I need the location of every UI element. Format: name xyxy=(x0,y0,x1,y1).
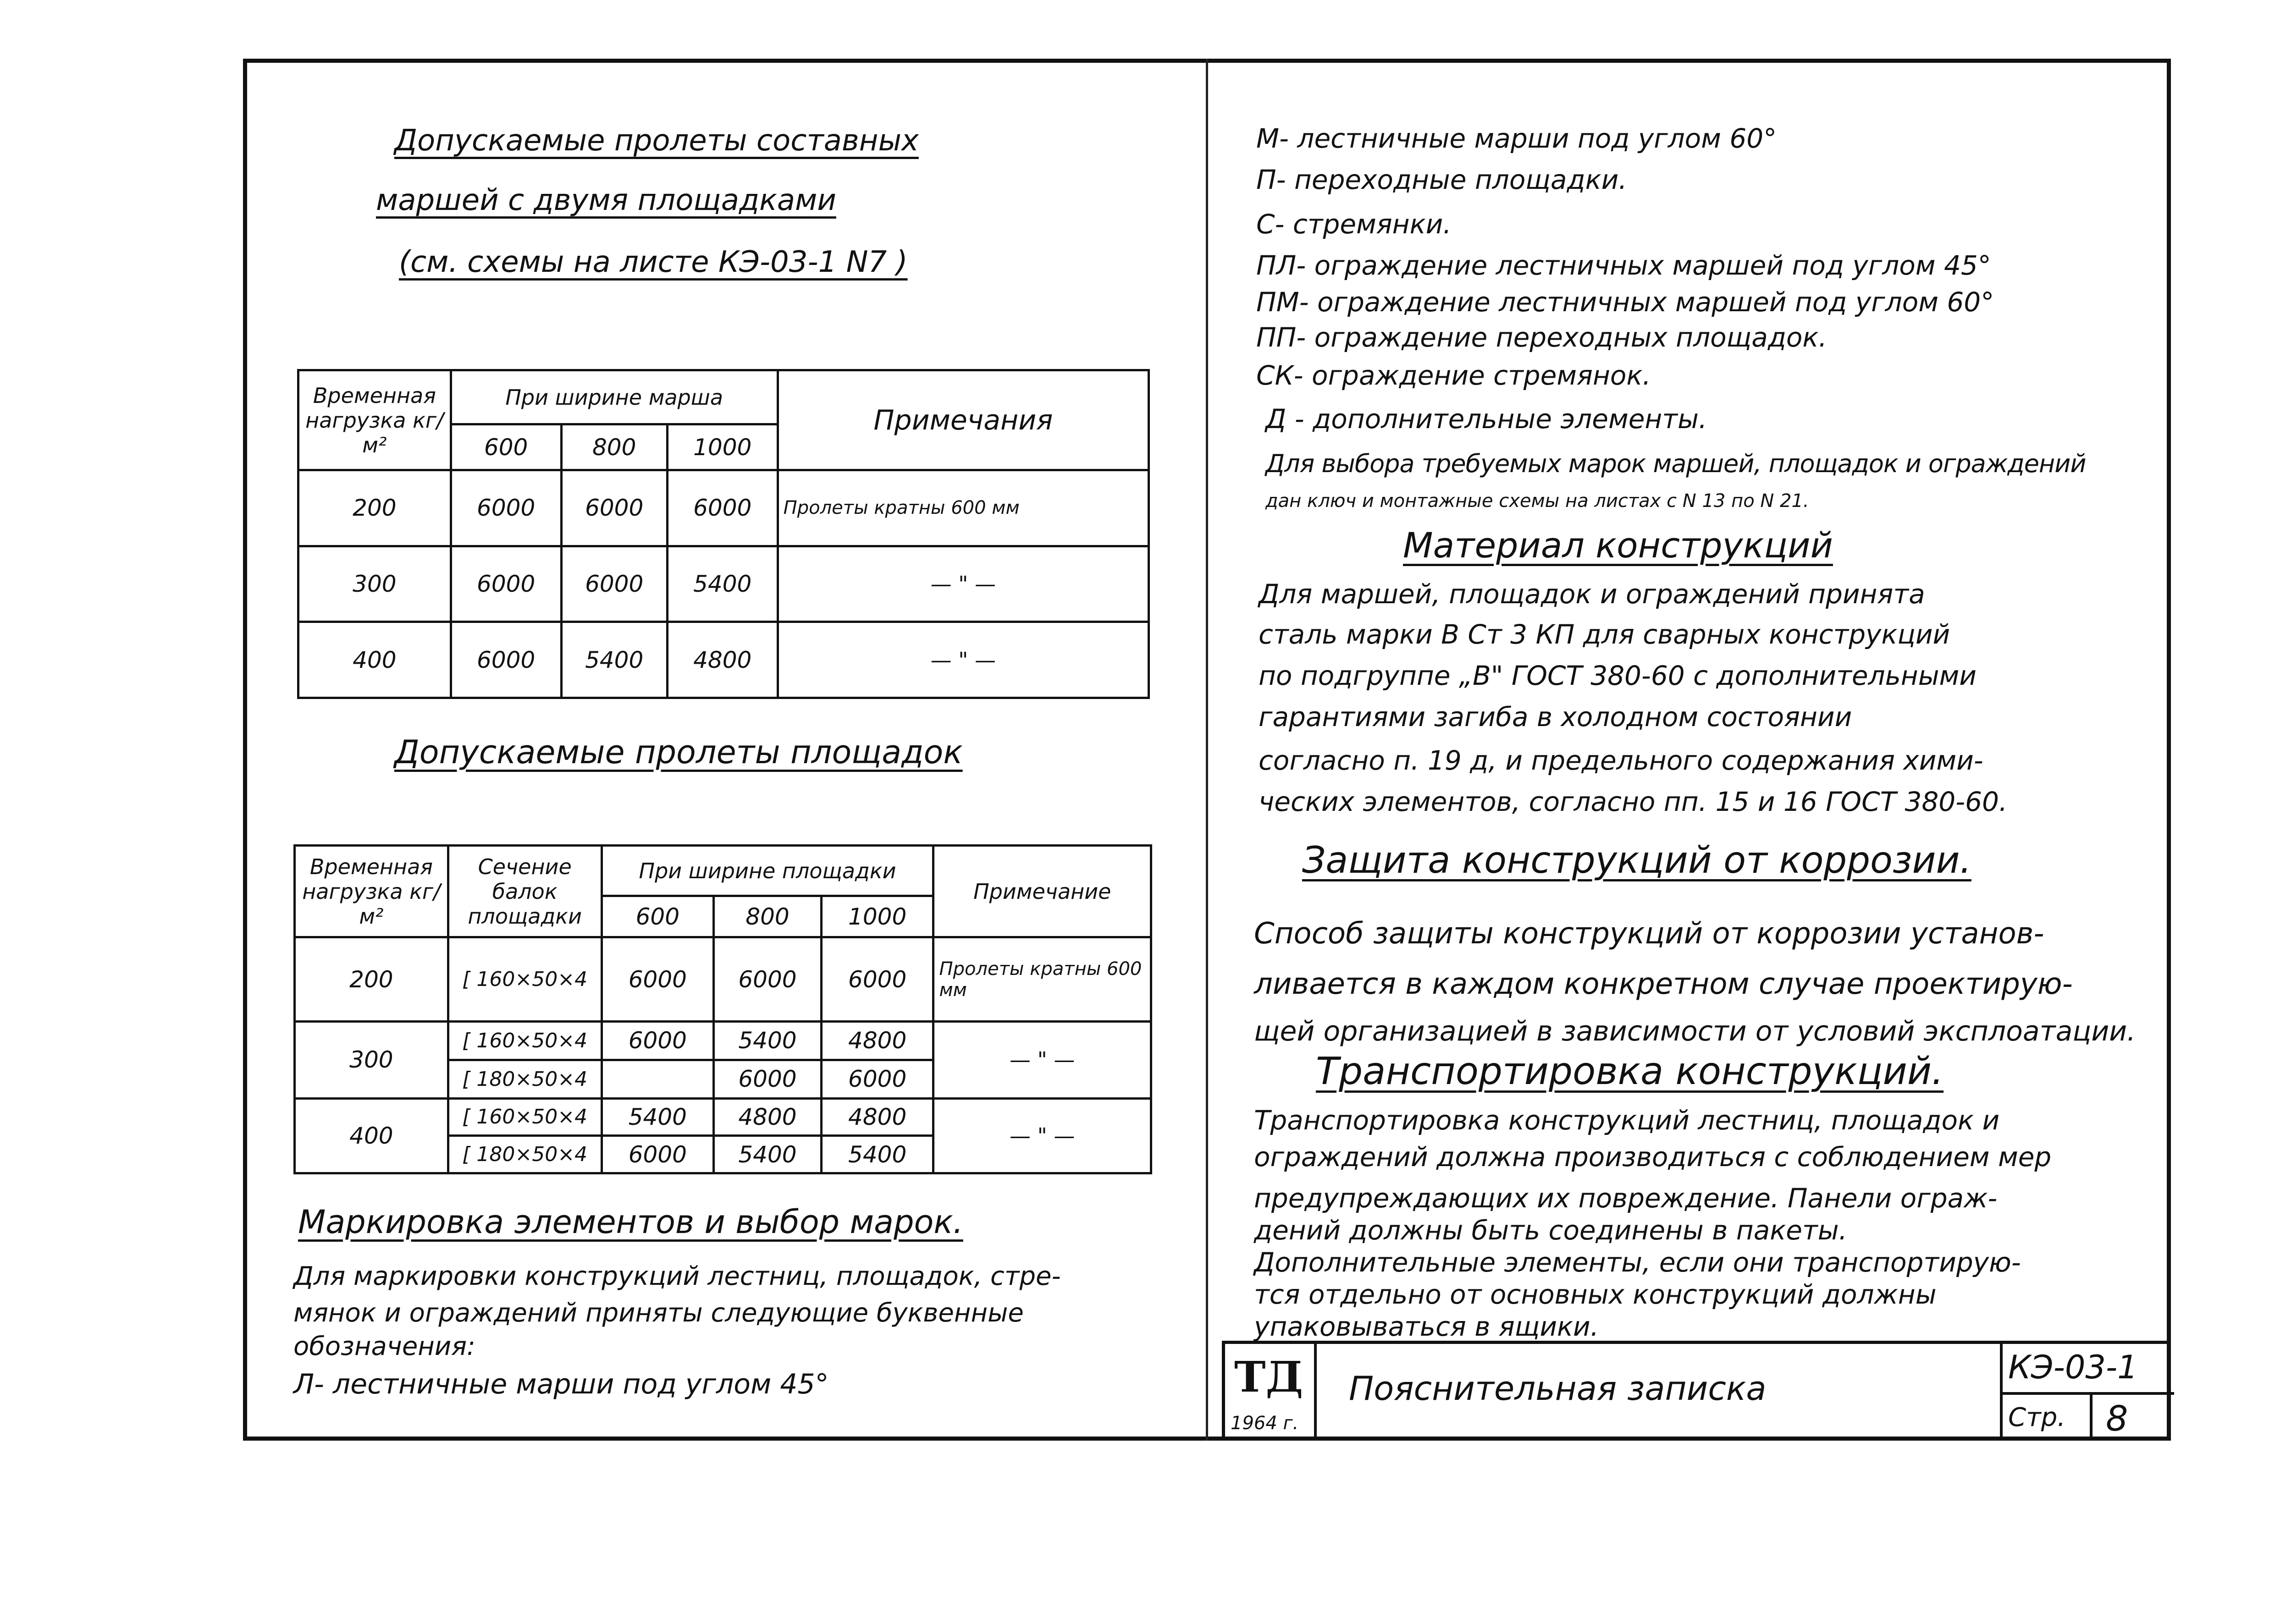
legend-line-1: М- лестничные марши под углом 60° xyxy=(1256,123,1777,154)
t2-r1-note: Пролеты кратны 600 мм xyxy=(933,937,1151,1022)
material-line-1: Для маршей, площадок и ограждений принята xyxy=(1259,578,1925,610)
table1-title-line2: маршей с двумя площадками xyxy=(376,183,836,217)
t1-r2-v1000: 5400 xyxy=(667,546,778,622)
stamp-year: 1964 г. xyxy=(1231,1413,1299,1434)
t1-r2-load: 300 xyxy=(298,546,451,622)
t2-header-load: Временная нагрузка кг/м² xyxy=(295,846,448,937)
table-row xyxy=(298,470,1149,546)
title-block-stamp xyxy=(1222,1341,2171,1441)
t2-r2-section: [ 160×50×4 xyxy=(448,1022,602,1060)
stamp-code: КЭ-03-1 xyxy=(2008,1349,2138,1386)
t1-header-load: Временная нагрузка кг/м² xyxy=(298,370,451,470)
t1-r2-v600: 6000 xyxy=(451,546,561,622)
stamp-row-divider xyxy=(2003,1392,2174,1395)
t2-r2-v1000: 4800 xyxy=(821,1022,933,1060)
transport-title: Транспортировка конструкций. xyxy=(1316,1050,1944,1093)
t2-r4-section: [ 160×50×4 xyxy=(448,1098,602,1136)
t1-r2-note: — " — xyxy=(778,546,1149,622)
t2-r1-v800: 6000 xyxy=(714,937,822,1022)
corrosion-title: Защита конструкций от коррозии. xyxy=(1302,839,1971,881)
stamp-page-label: Стр. xyxy=(2008,1403,2066,1432)
t1-width-600: 600 xyxy=(451,424,561,470)
t2-r4-v1000: 4800 xyxy=(821,1098,933,1136)
stamp-title: Пояснительная записка xyxy=(1349,1369,1767,1408)
t2-header-note: Примечание xyxy=(933,846,1151,937)
t2-r5-v600: 6000 xyxy=(602,1136,714,1173)
marking-title: Маркировка элементов и выбор марок. xyxy=(298,1203,963,1241)
t2-r1-section: [ 160×50×4 xyxy=(448,937,602,1022)
t1-r1-load: 200 xyxy=(298,470,451,546)
stamp-org: ТД xyxy=(1234,1352,1303,1402)
t2-r4-load: 400 xyxy=(295,1098,448,1173)
t2-r3-v1000: 6000 xyxy=(821,1060,933,1098)
table-row xyxy=(295,1022,1151,1060)
t1-r3-note: — " — xyxy=(778,622,1149,698)
marking-line-4: Л- лестничные марши под углом 45° xyxy=(293,1368,829,1400)
t2-r4-note: — " — xyxy=(933,1098,1151,1173)
t1-header-width: При ширине марша xyxy=(451,370,778,424)
corrosion-line-2: ливается в каждом конкретном случае проектирую- xyxy=(1254,967,2073,1001)
stamp-cell-divider xyxy=(2090,1392,2093,1441)
t2-width-800: 800 xyxy=(714,896,822,937)
t2-width-600: 600 xyxy=(602,896,714,937)
t1-r1-v600: 6000 xyxy=(451,470,561,546)
legend-line-8: Д - дополнительные элементы. xyxy=(1265,403,1707,435)
material-line-3: по подгруппе „В" ГОСТ 380-60 с дополнительными xyxy=(1259,660,1977,691)
t1-r3-v1000: 4800 xyxy=(667,622,778,698)
t1-width-1000: 1000 xyxy=(667,424,778,470)
t1-header-note: Примечания xyxy=(778,370,1149,470)
material-title: Материал конструкций xyxy=(1403,525,1833,566)
t2-r2-note: — " — xyxy=(933,1022,1151,1099)
table-row xyxy=(298,546,1149,622)
t2-r2-v800: 5400 xyxy=(714,1022,822,1060)
t2-r1-v600: 6000 xyxy=(602,937,714,1022)
t2-r2-v600: 6000 xyxy=(602,1022,714,1060)
legend-line-10: дан ключ и монтажные схемы на листах с N 13 по N 21. xyxy=(1265,490,1809,512)
t2-header-width: При ширине площадки xyxy=(602,846,933,896)
legend-line-6: ПП- ограждение переходных площадок. xyxy=(1256,322,1827,353)
t2-r1-load: 200 xyxy=(295,937,448,1022)
corrosion-line-3: щей организацией в зависимости от условий эксплоатации. xyxy=(1254,1015,2136,1047)
t2-r2-load: 300 xyxy=(295,1022,448,1099)
marking-line-2: мянок и ограждений приняты следующие буквенные xyxy=(293,1298,1024,1328)
t2-r5-v800: 5400 xyxy=(714,1136,822,1173)
material-line-4: гарантиями загиба в холодном состоянии xyxy=(1259,701,1852,732)
t1-width-800: 800 xyxy=(561,424,667,470)
t2-r1-v1000: 6000 xyxy=(821,937,933,1022)
marking-line-1: Для маркировки конструкций лестниц, площадок, стре- xyxy=(293,1261,1061,1291)
transport-line-2: ограждений должна производиться с соблюдением мер xyxy=(1254,1141,2052,1173)
t2-r3-v600 xyxy=(602,1060,714,1098)
t2-r5-section: [ 180×50×4 xyxy=(448,1136,602,1173)
platform-spans-table xyxy=(293,844,1152,1174)
legend-line-9: Для выбора требуемых марок маршей, площадок и ограждений xyxy=(1265,449,2086,478)
table1-title-line3: (см. схемы на листе КЭ-03-1 N7 ) xyxy=(399,245,908,279)
legend-line-5: ПМ- ограждение лестничных маршей под углом 60° xyxy=(1256,286,1994,318)
material-line-5: согласно п. 19 д, и предельного содержания хими- xyxy=(1259,745,1983,776)
transport-line-6: тся отдельно от основных конструкций должны xyxy=(1254,1279,1937,1310)
table2-title: Допускаемые пролеты площадок xyxy=(394,733,963,771)
legend-line-2: П- переходные площадки. xyxy=(1256,164,1627,195)
t2-width-1000: 1000 xyxy=(821,896,933,937)
stamp-page-num: 8 xyxy=(2106,1398,2128,1439)
material-line-6: ческих элементов, согласно пп. 15 и 16 ГОСТ 380-60. xyxy=(1259,786,2008,817)
corrosion-line-1: Способ защиты конструкций от коррозии установ- xyxy=(1254,917,2044,951)
t1-r1-v1000: 6000 xyxy=(667,470,778,546)
table-row xyxy=(298,622,1149,698)
transport-line-5: Дополнительные элементы, если они транспортирую- xyxy=(1254,1247,2021,1278)
t1-r3-load: 400 xyxy=(298,622,451,698)
table-row xyxy=(295,937,1151,1022)
marking-line-3: обозначения: xyxy=(293,1332,475,1361)
sheet-divider-line xyxy=(1206,59,1208,1441)
legend-line-4: ПЛ- ограждение лестничных маршей под углом 45° xyxy=(1256,250,1991,281)
t2-r3-v800: 6000 xyxy=(714,1060,822,1098)
t1-r1-note: Пролеты кратны 600 мм xyxy=(778,470,1149,546)
t1-r1-v800: 6000 xyxy=(561,470,667,546)
t2-r4-v800: 4800 xyxy=(714,1098,822,1136)
t1-r3-v600: 6000 xyxy=(451,622,561,698)
transport-line-3: предупреждающих их повреждение. Панели ограж- xyxy=(1254,1183,1998,1214)
transport-line-1: Транспортировка конструкций лестниц, площадок и xyxy=(1254,1105,2000,1136)
table-row xyxy=(295,1098,1151,1136)
material-line-2: сталь марки В Ст 3 КП для сварных конструкций xyxy=(1259,619,1950,650)
t1-r3-v800: 5400 xyxy=(561,622,667,698)
t2-r3-section: [ 180×50×4 xyxy=(448,1060,602,1098)
t2-header-section: Сечение балок площадки xyxy=(448,846,602,937)
stamp-org-cell xyxy=(1225,1344,1317,1441)
stamp-code-cell xyxy=(2000,1344,2174,1441)
transport-line-4: дений должны быть соединены в пакеты. xyxy=(1254,1215,1847,1246)
legend-line-7: СК- ограждение стремянок. xyxy=(1256,360,1651,391)
legend-line-3: С- стремянки. xyxy=(1256,209,1452,240)
t2-r4-v600: 5400 xyxy=(602,1098,714,1136)
transport-line-7: упаковываться в ящики. xyxy=(1254,1311,1599,1342)
t2-r5-v1000: 5400 xyxy=(821,1136,933,1173)
march-spans-table xyxy=(297,369,1150,699)
table1-title-line1: Допускаемые пролеты составных xyxy=(394,124,919,158)
t1-r2-v800: 6000 xyxy=(561,546,667,622)
